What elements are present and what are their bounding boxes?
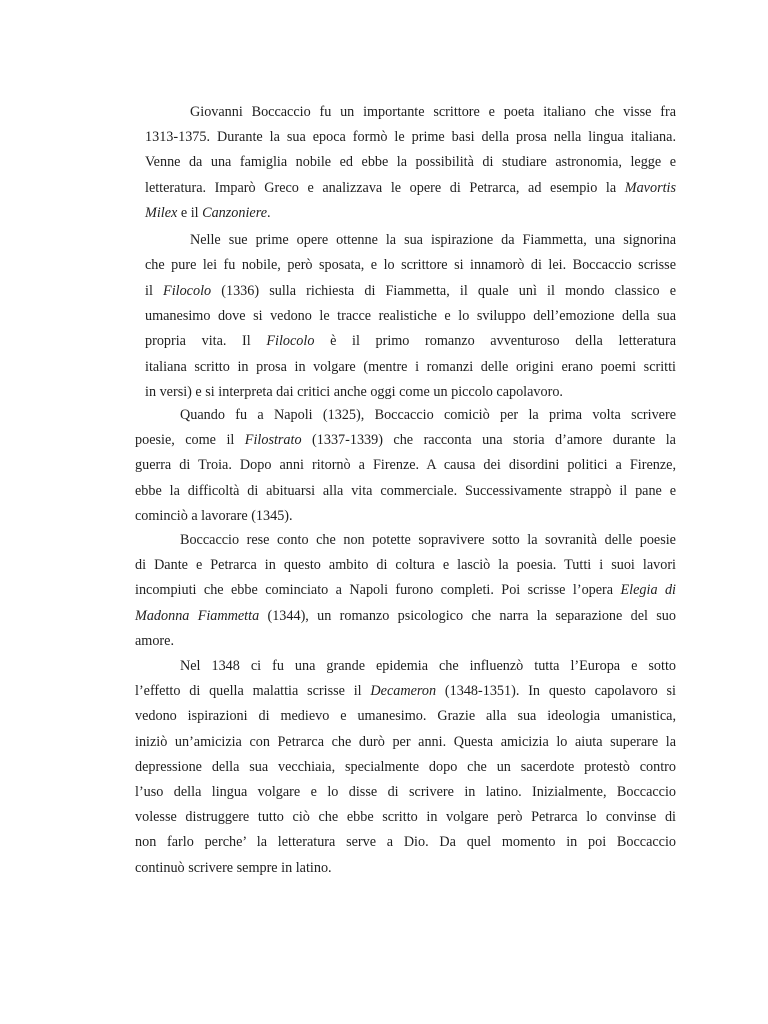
text-run: iniziò un’amicizia con Petrarca che durò per anni. Questa amicizia lo aiuta superare la (135, 733, 676, 750)
italic-title: Decameron (370, 683, 437, 700)
text-run: propria vita. Il (145, 333, 267, 350)
italic-title: Mavortis (624, 179, 676, 196)
text-line (145, 304, 676, 329)
text-line (190, 228, 676, 253)
text-run: amore. (135, 632, 174, 649)
text-run: italiana scritto in prosa in volgare (mentre i romanzi delle origini erano poemi scritti (145, 358, 676, 375)
text-line (135, 679, 676, 704)
text-line (145, 380, 676, 405)
italic-title: Filocolo (266, 333, 315, 350)
text-run: e il (177, 204, 203, 221)
text-run: l’effetto di quella malattia scrisse il (135, 683, 371, 700)
text-run: poesie, come il (135, 432, 245, 449)
text-run: il (145, 282, 164, 299)
text-run: vedono ispirazioni di medievo e umanesimo. Grazie alla sua ideologia umanistica, (135, 708, 676, 725)
text-line (190, 100, 676, 125)
text-line (135, 704, 676, 729)
text-line (145, 355, 676, 380)
text-line (135, 578, 676, 603)
text-run: (1348-1351). In questo capolavoro si (436, 683, 676, 700)
text-run: . (267, 204, 271, 221)
text-line (135, 553, 676, 578)
italic-title: Milex (145, 204, 178, 221)
text-run: depressione della sua vecchiaia, specialmente dopo che un sacerdote protestò contro (135, 758, 676, 775)
text-run: Venne da una famiglia nobile ed ebbe la possibilità di studiare astronomia, legge e (145, 154, 676, 171)
text-run: incompiuti che ebbe cominciato a Napoli furono completi. Poi scrisse l’opera (135, 582, 621, 599)
text-run: di Dante e Petrarca in questo ambito di coltura e lasciò la poesia. Tutti i suoi lavori (135, 557, 676, 574)
text-line (135, 755, 676, 780)
text-run: letteratura. Imparò Greco e analizzava le opere di Petrarca, ad esempio la (145, 179, 625, 196)
text-line (145, 176, 676, 201)
text-line (135, 856, 676, 881)
text-run: Nel 1348 ci fu una grande epidemia che influenzò tutta l’Europa e sotto (180, 658, 676, 674)
text-run: continuò scrivere sempre in latino. (135, 859, 332, 876)
text-line (145, 253, 676, 278)
text-run: 1313-1375. Durante la sua epoca formò le prime basi della prosa nella lingua italiana. (145, 129, 676, 146)
text-line (180, 528, 676, 553)
text-run: guerra di Troia. Dopo anni ritornò a Firenze. A causa dei disordini politici a Firenze, (135, 457, 676, 474)
text-run: (1344), un romanzo psicologico che narra la separazione del suo (259, 607, 676, 624)
text-run: Giovanni Boccaccio fu un importante scrittore e poeta italiano che visse fra (190, 104, 676, 120)
text-run: l’uso della lingua volgare e lo disse di scrivere in latino. Inizialmente, Boccaccio (135, 784, 676, 800)
italic-title: Canzoniere (202, 204, 268, 221)
text-line (135, 805, 676, 830)
text-run: cominciò a lavorare (1345). (135, 507, 293, 524)
text-line (145, 150, 676, 175)
text-run: Quando fu a Napoli (1325), Boccaccio comiciò per la prima volta scrivere (180, 407, 676, 423)
text-run: in versi) e si interpreta dai critici anche oggi come un piccolo capolavoro. (145, 383, 563, 400)
text-line (135, 730, 676, 755)
text-line (145, 125, 676, 150)
text-run: non farlo perche’ la letteratura serve a Dio. Da quel momento in poi Boccaccio (135, 834, 676, 851)
text-line (180, 654, 676, 679)
text-line (135, 780, 676, 805)
text-run: è il primo romanzo avventuroso della letteratura (314, 333, 676, 350)
italic-title: Elegia di (620, 582, 676, 599)
italic-title: Filostrato (244, 432, 302, 449)
text-line (135, 479, 676, 504)
text-run: ebbe la difficoltà di abituarsi alla vita commerciale. Successivamente strappò il pane e (135, 482, 676, 499)
text-line (135, 830, 676, 855)
text-run: volesse distruggere tutto ciò che ebbe scritto in volgare però Petrarca lo convinse di (135, 809, 676, 826)
text-run: che pure lei fu nobile, però sposata, e lo scrittore si innamorò di lei. Boccaccio scrisse (145, 257, 676, 274)
text-line (135, 504, 676, 529)
text-line (135, 629, 676, 654)
text-line (135, 428, 676, 453)
text-line (145, 329, 676, 354)
text-run: (1336) sulla richiesta di Fiammetta, il quale unì il mondo classico e (211, 282, 676, 299)
italic-title: Filocolo (163, 282, 212, 299)
text-line (180, 403, 676, 428)
text-run: Boccaccio rese conto che non potette sopravivere sotto la sovranità delle poesie (180, 532, 676, 548)
text-run: Nelle sue prime opere ottenne la sua ispirazione da Fiammetta, una signorina (190, 232, 676, 248)
text-line (135, 453, 676, 478)
text-run: (1337-1339) che racconta una storia d’amore durante la (301, 432, 676, 449)
text-line (145, 279, 676, 304)
text-run: umanesimo dove si vedono le tracce realistiche e lo sviluppo dell’emozione della sua (145, 307, 676, 324)
text-line (145, 201, 676, 226)
text-line (135, 604, 676, 629)
italic-title: Madonna Fiammetta (135, 607, 260, 624)
